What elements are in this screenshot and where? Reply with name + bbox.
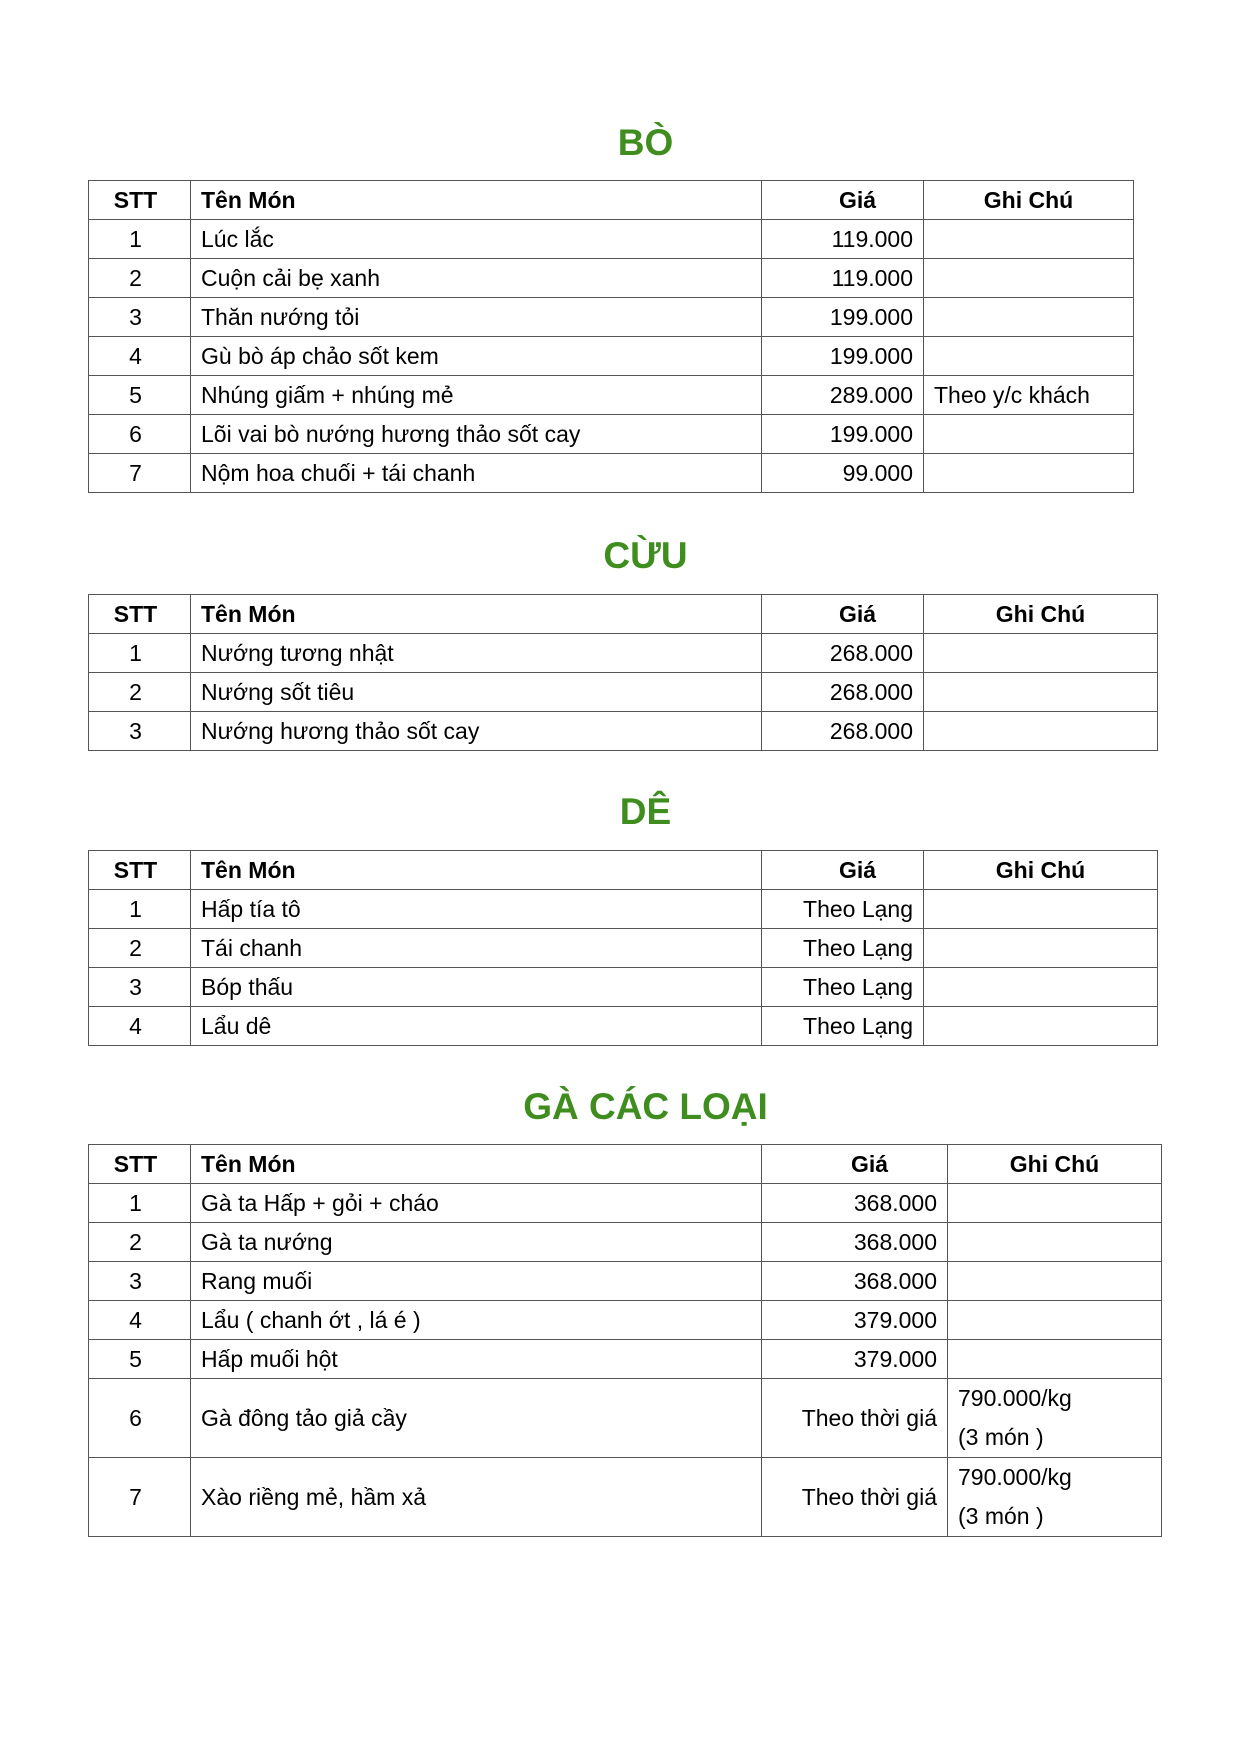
row-note — [924, 337, 1134, 376]
table-header-row — [89, 181, 1134, 220]
row-stt: 2 — [89, 673, 191, 712]
row-stt: 1 — [89, 1184, 191, 1223]
row-note — [948, 1223, 1162, 1262]
section-title-ga: GÀ CÁC LOẠI — [523, 1086, 768, 1127]
table-row — [89, 1379, 1162, 1458]
row-note — [924, 454, 1134, 493]
table-row — [89, 454, 1134, 493]
row-name: Bóp thấu — [191, 968, 762, 1007]
menu-table-de — [88, 850, 1158, 1046]
section-title-cuu: CỪU — [603, 535, 688, 576]
header-stt: STT — [89, 851, 191, 890]
header-note: Ghi Chú — [924, 595, 1158, 634]
row-note — [924, 259, 1134, 298]
row-stt: 7 — [89, 1458, 191, 1537]
row-note — [924, 968, 1158, 1007]
table-row — [89, 634, 1158, 673]
row-price: 99.000 — [762, 454, 924, 493]
header-stt: STT — [89, 1145, 191, 1184]
row-note — [948, 1301, 1162, 1340]
table-row — [89, 673, 1158, 712]
row-name: Tái chanh — [191, 929, 762, 968]
table-row — [89, 1340, 1162, 1379]
row-name: Nộm hoa chuối + tái chanh — [191, 454, 762, 493]
row-stt: 3 — [89, 712, 191, 751]
row-note — [924, 634, 1158, 673]
row-name: Gà ta Hấp + gỏi + cháo — [191, 1184, 762, 1223]
row-note-line1: 790.000/kg — [958, 1385, 1072, 1411]
row-name: Nướng hương thảo sốt cay — [191, 712, 762, 751]
row-stt: 2 — [89, 259, 191, 298]
table-row — [89, 1184, 1162, 1223]
header-stt: STT — [89, 181, 191, 220]
header-price: Giá — [762, 595, 924, 634]
row-name: Lẩu dê — [191, 1007, 762, 1046]
row-name: Rang muối — [191, 1262, 762, 1301]
row-name: Lẩu ( chanh ớt , lá é ) — [191, 1301, 762, 1340]
row-stt: 5 — [89, 1340, 191, 1379]
row-note — [948, 1262, 1162, 1301]
row-price: 379.000 — [762, 1340, 948, 1379]
row-stt: 5 — [89, 376, 191, 415]
row-note — [924, 415, 1134, 454]
header-note: Ghi Chú — [948, 1145, 1162, 1184]
table-row — [89, 1223, 1162, 1262]
table-header-row — [89, 851, 1158, 890]
row-price: 199.000 — [762, 337, 924, 376]
row-name: Hấp tía tô — [191, 890, 762, 929]
table-row — [89, 968, 1158, 1007]
table-row — [89, 929, 1158, 968]
menu-table-bo — [88, 180, 1134, 493]
row-stt: 1 — [89, 890, 191, 929]
row-name: Xào riềng mẻ, hầm xả — [191, 1458, 762, 1537]
row-stt: 3 — [89, 298, 191, 337]
row-note — [948, 1458, 1162, 1537]
row-stt: 7 — [89, 454, 191, 493]
header-name: Tên Món — [191, 181, 762, 220]
row-price: Theo Lạng — [762, 890, 924, 929]
header-stt: STT — [89, 595, 191, 634]
row-price: Theo Lạng — [762, 929, 924, 968]
row-name: Nướng sốt tiêu — [191, 673, 762, 712]
row-note — [924, 712, 1158, 751]
header-note: Ghi Chú — [924, 181, 1134, 220]
table-row — [89, 1262, 1162, 1301]
table-row — [89, 1301, 1162, 1340]
row-note — [924, 890, 1158, 929]
row-name: Lõi vai bò nướng hương thảo sốt cay — [191, 415, 762, 454]
header-price: Giá — [762, 1145, 948, 1184]
row-stt: 2 — [89, 1223, 191, 1262]
row-price: Theo thời giá — [762, 1379, 948, 1458]
row-name: Thăn nướng tỏi — [191, 298, 762, 337]
header-name: Tên Món — [191, 1145, 762, 1184]
table-row — [89, 415, 1134, 454]
row-name: Gà đông tảo giả cầy — [191, 1379, 762, 1458]
row-stt: 4 — [89, 337, 191, 376]
row-price: 368.000 — [762, 1262, 948, 1301]
row-note-line1: 790.000/kg — [958, 1464, 1072, 1490]
row-price: Theo Lạng — [762, 1007, 924, 1046]
row-price: 119.000 — [762, 220, 924, 259]
row-note — [924, 1007, 1158, 1046]
row-note — [924, 673, 1158, 712]
row-price: 368.000 — [762, 1184, 948, 1223]
row-stt: 4 — [89, 1301, 191, 1340]
table-row — [89, 376, 1134, 415]
menu-table-cuu — [88, 594, 1158, 751]
row-stt: 1 — [89, 220, 191, 259]
row-name: Cuộn cải bẹ xanh — [191, 259, 762, 298]
row-name: Gù bò áp chảo sốt kem — [191, 337, 762, 376]
row-note-line2: (3 món ) — [958, 1503, 1044, 1529]
row-note: Theo y/c khách — [924, 376, 1134, 415]
row-price: 119.000 — [762, 259, 924, 298]
row-price: 289.000 — [762, 376, 924, 415]
table-row — [89, 712, 1158, 751]
row-price: 268.000 — [762, 712, 924, 751]
row-stt: 6 — [89, 415, 191, 454]
table-row — [89, 259, 1134, 298]
section-title-bo: BÒ — [617, 122, 674, 163]
row-note — [948, 1184, 1162, 1223]
table-row — [89, 1007, 1158, 1046]
header-note: Ghi Chú — [924, 851, 1158, 890]
header-name: Tên Món — [191, 595, 762, 634]
table-row — [89, 220, 1134, 259]
row-price: Theo thời giá — [762, 1458, 948, 1537]
table-row — [89, 1458, 1162, 1537]
row-stt: 2 — [89, 929, 191, 968]
row-name: Nướng tương nhật — [191, 634, 762, 673]
row-price: Theo Lạng — [762, 968, 924, 1007]
table-row — [89, 298, 1134, 337]
row-price: 379.000 — [762, 1301, 948, 1340]
header-price: Giá — [762, 851, 924, 890]
row-stt: 3 — [89, 968, 191, 1007]
row-price: 268.000 — [762, 634, 924, 673]
table-header-row — [89, 1145, 1162, 1184]
table-row — [89, 890, 1158, 929]
header-name: Tên Món — [191, 851, 762, 890]
row-name: Gà ta nướng — [191, 1223, 762, 1262]
row-price: 268.000 — [762, 673, 924, 712]
row-note — [924, 929, 1158, 968]
row-price: 199.000 — [762, 298, 924, 337]
row-note — [924, 220, 1134, 259]
row-note — [948, 1379, 1162, 1458]
table-header-row — [89, 595, 1158, 634]
row-name: Hấp muối hột — [191, 1340, 762, 1379]
section-title-de: DÊ — [619, 791, 672, 832]
row-note — [948, 1340, 1162, 1379]
row-stt: 4 — [89, 1007, 191, 1046]
menu-table-ga — [88, 1144, 1162, 1537]
row-price: 368.000 — [762, 1223, 948, 1262]
row-name: Nhúng giấm + nhúng mẻ — [191, 376, 762, 415]
row-stt: 1 — [89, 634, 191, 673]
row-note — [924, 298, 1134, 337]
header-price: Giá — [762, 181, 924, 220]
row-price: 199.000 — [762, 415, 924, 454]
row-name: Lúc lắc — [191, 220, 762, 259]
row-note-line2: (3 món ) — [958, 1424, 1044, 1450]
row-stt: 6 — [89, 1379, 191, 1458]
row-stt: 3 — [89, 1262, 191, 1301]
table-row — [89, 337, 1134, 376]
